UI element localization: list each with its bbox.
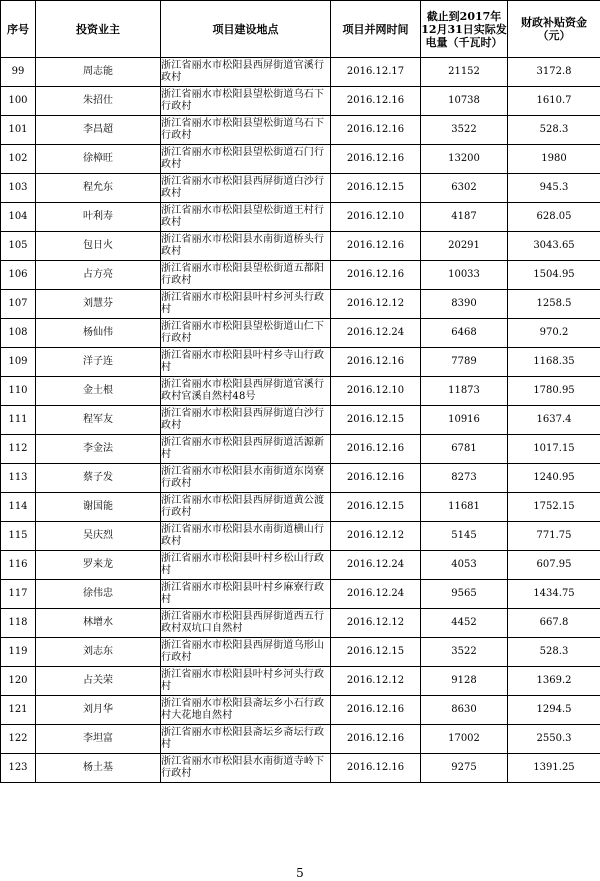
cell-location: 浙江省丽水市松阳县西屏街道活源新村	[161, 435, 331, 464]
table-row	[1, 464, 600, 493]
cell-investor: 林增水	[36, 609, 161, 638]
cell-grid-date: 2016.12.16	[331, 87, 421, 116]
cell-subsidy: 1752.15	[508, 493, 600, 522]
cell-investor: 李坦富	[36, 725, 161, 754]
cell-location: 浙江省丽水市松阳县西屏街道白沙行政村	[161, 406, 331, 435]
cell-serial-number: 109	[1, 348, 36, 377]
cell-location: 浙江省丽水市松阳县水南街道东岗寮行政村	[161, 464, 331, 493]
cell-subsidy: 628.05	[508, 203, 600, 232]
cell-generation: 7789	[421, 348, 508, 377]
cell-serial-number: 120	[1, 667, 36, 696]
cell-grid-date: 2016.12.12	[331, 609, 421, 638]
cell-serial-number: 121	[1, 696, 36, 725]
page-number: 5	[296, 866, 304, 880]
cell-grid-date: 2016.12.24	[331, 551, 421, 580]
cell-grid-date: 2016.12.16	[331, 116, 421, 145]
cell-serial-number: 115	[1, 522, 36, 551]
cell-serial-number: 118	[1, 609, 36, 638]
table-row	[1, 522, 600, 551]
cell-location: 浙江省丽水市松阳县西屏街道黄公渡行政村	[161, 493, 331, 522]
cell-subsidy: 970.2	[508, 319, 600, 348]
cell-generation: 9275	[421, 754, 508, 783]
cell-location: 浙江省丽水市松阳县叶村乡松山行政村	[161, 551, 331, 580]
cell-generation: 11873	[421, 377, 508, 406]
cell-subsidy: 3043.65	[508, 232, 600, 261]
header-row	[1, 1, 600, 58]
cell-generation: 6781	[421, 435, 508, 464]
cell-serial-number: 114	[1, 493, 36, 522]
cell-location: 浙江省丽水市松阳县叶村乡寺山行政村	[161, 348, 331, 377]
cell-investor: 徐伟忠	[36, 580, 161, 609]
table-row	[1, 580, 600, 609]
table-row	[1, 725, 600, 754]
cell-generation: 4053	[421, 551, 508, 580]
cell-serial-number: 99	[1, 58, 36, 87]
cell-subsidy: 771.75	[508, 522, 600, 551]
table-row	[1, 493, 600, 522]
header-subsidy: 财政补贴资金（元）	[508, 1, 600, 58]
cell-grid-date: 2016.12.17	[331, 58, 421, 87]
cell-location: 浙江省丽水市松阳县望松街道石门行政村	[161, 145, 331, 174]
cell-generation: 3522	[421, 638, 508, 667]
cell-subsidy: 1240.95	[508, 464, 600, 493]
cell-generation: 4452	[421, 609, 508, 638]
header-serial-number: 序号	[1, 1, 36, 58]
cell-subsidy: 1168.35	[508, 348, 600, 377]
cell-location: 浙江省丽水市松阳县西屏街道白沙行政村	[161, 174, 331, 203]
header-investor: 投资业主	[36, 1, 161, 58]
cell-generation: 10033	[421, 261, 508, 290]
table-row	[1, 87, 600, 116]
cell-location: 浙江省丽水市松阳县水南街道横山行政村	[161, 522, 331, 551]
cell-generation: 6302	[421, 174, 508, 203]
table-row	[1, 261, 600, 290]
cell-investor: 罗来龙	[36, 551, 161, 580]
cell-location: 浙江省丽水市松阳县水南街道桥头行政村	[161, 232, 331, 261]
cell-grid-date: 2016.12.24	[331, 580, 421, 609]
cell-location: 浙江省丽水市松阳县叶村乡河头行政村	[161, 290, 331, 319]
cell-generation: 20291	[421, 232, 508, 261]
cell-serial-number: 122	[1, 725, 36, 754]
table-row	[1, 435, 600, 464]
table-row	[1, 203, 600, 232]
cell-generation: 4187	[421, 203, 508, 232]
cell-subsidy: 1391.25	[508, 754, 600, 783]
cell-investor: 蔡子发	[36, 464, 161, 493]
cell-grid-date: 2016.12.12	[331, 290, 421, 319]
cell-generation: 8630	[421, 696, 508, 725]
cell-investor: 杨仙伟	[36, 319, 161, 348]
table-row	[1, 406, 600, 435]
cell-investor: 朱招仕	[36, 87, 161, 116]
cell-investor: 刘慧芬	[36, 290, 161, 319]
cell-subsidy: 945.3	[508, 174, 600, 203]
cell-investor: 叶利寿	[36, 203, 161, 232]
cell-investor: 程军友	[36, 406, 161, 435]
cell-location: 浙江省丽水市松阳县水南街道寺岭下行政村	[161, 754, 331, 783]
cell-subsidy: 1017.15	[508, 435, 600, 464]
cell-serial-number: 117	[1, 580, 36, 609]
cell-grid-date: 2016.12.15	[331, 406, 421, 435]
cell-grid-date: 2016.12.16	[331, 754, 421, 783]
cell-serial-number: 119	[1, 638, 36, 667]
header-generation: 截止到2017年12月31日实际发电量（千瓦时）	[421, 1, 508, 58]
cell-serial-number: 103	[1, 174, 36, 203]
cell-location: 浙江省丽水市松阳县斋坛乡斋坛行政村	[161, 725, 331, 754]
cell-serial-number: 123	[1, 754, 36, 783]
table-row	[1, 696, 600, 725]
cell-generation: 10916	[421, 406, 508, 435]
cell-investor: 洋子连	[36, 348, 161, 377]
cell-grid-date: 2016.12.24	[331, 319, 421, 348]
cell-subsidy: 528.3	[508, 638, 600, 667]
cell-grid-date: 2016.12.15	[331, 638, 421, 667]
cell-subsidy: 1504.95	[508, 261, 600, 290]
cell-investor: 程允东	[36, 174, 161, 203]
table-row	[1, 232, 600, 261]
cell-generation: 3522	[421, 116, 508, 145]
cell-subsidy: 1610.7	[508, 87, 600, 116]
cell-generation: 8273	[421, 464, 508, 493]
cell-generation: 13200	[421, 145, 508, 174]
cell-grid-date: 2016.12.16	[331, 145, 421, 174]
cell-generation: 5145	[421, 522, 508, 551]
cell-subsidy: 1780.95	[508, 377, 600, 406]
cell-grid-date: 2016.12.15	[331, 174, 421, 203]
cell-location: 浙江省丽水市松阳县叶村乡麻寮行政村	[161, 580, 331, 609]
table-row	[1, 319, 600, 348]
cell-investor: 刘月华	[36, 696, 161, 725]
table-header	[1, 1, 600, 58]
cell-subsidy: 667.8	[508, 609, 600, 638]
cell-investor: 吴庆烈	[36, 522, 161, 551]
cell-grid-date: 2016.12.16	[331, 348, 421, 377]
cell-investor: 刘志东	[36, 638, 161, 667]
cell-grid-date: 2016.12.10	[331, 203, 421, 232]
cell-investor: 占方亮	[36, 261, 161, 290]
table-row	[1, 609, 600, 638]
table-row	[1, 667, 600, 696]
cell-investor: 李金法	[36, 435, 161, 464]
cell-serial-number: 110	[1, 377, 36, 406]
cell-location: 浙江省丽水市松阳县西屏街道西五行政村双坑口自然村	[161, 609, 331, 638]
cell-investor: 包日火	[36, 232, 161, 261]
cell-serial-number: 113	[1, 464, 36, 493]
cell-subsidy: 1637.4	[508, 406, 600, 435]
cell-generation: 17002	[421, 725, 508, 754]
cell-serial-number: 104	[1, 203, 36, 232]
cell-investor: 李昌超	[36, 116, 161, 145]
cell-grid-date: 2016.12.16	[331, 435, 421, 464]
cell-grid-date: 2016.12.16	[331, 261, 421, 290]
cell-investor: 周志能	[36, 58, 161, 87]
cell-serial-number: 112	[1, 435, 36, 464]
cell-serial-number: 105	[1, 232, 36, 261]
cell-grid-date: 2016.12.16	[331, 696, 421, 725]
cell-grid-date: 2016.12.12	[331, 667, 421, 696]
cell-grid-date: 2016.12.10	[331, 377, 421, 406]
table-row	[1, 174, 600, 203]
table-row	[1, 348, 600, 377]
cell-serial-number: 102	[1, 145, 36, 174]
cell-generation: 6468	[421, 319, 508, 348]
cell-subsidy: 2550.3	[508, 725, 600, 754]
cell-serial-number: 108	[1, 319, 36, 348]
cell-location: 浙江省丽水市松阳县斋坛乡小石行政村大花地自然村	[161, 696, 331, 725]
cell-subsidy: 528.3	[508, 116, 600, 145]
cell-subsidy: 3172.8	[508, 58, 600, 87]
table-row	[1, 58, 600, 87]
cell-location: 浙江省丽水市松阳县望松街道王村行政村	[161, 203, 331, 232]
cell-subsidy: 1294.5	[508, 696, 600, 725]
cell-investor: 杨土基	[36, 754, 161, 783]
cell-serial-number: 106	[1, 261, 36, 290]
table-row	[1, 551, 600, 580]
table-row	[1, 638, 600, 667]
cell-grid-date: 2016.12.16	[331, 725, 421, 754]
cell-grid-date: 2016.12.12	[331, 522, 421, 551]
cell-investor: 徐樟旺	[36, 145, 161, 174]
table-body	[1, 58, 600, 783]
header-grid-date: 项目并网时间	[331, 1, 421, 58]
table-row	[1, 290, 600, 319]
cell-subsidy: 607.95	[508, 551, 600, 580]
cell-grid-date: 2016.12.15	[331, 493, 421, 522]
cell-grid-date: 2016.12.16	[331, 464, 421, 493]
cell-serial-number: 100	[1, 87, 36, 116]
table-row	[1, 377, 600, 406]
cell-subsidy: 1369.2	[508, 667, 600, 696]
cell-serial-number: 116	[1, 551, 36, 580]
cell-subsidy: 1980	[508, 145, 600, 174]
table-row	[1, 116, 600, 145]
cell-location: 浙江省丽水市松阳县叶村乡河头行政村	[161, 667, 331, 696]
cell-generation: 9128	[421, 667, 508, 696]
cell-generation: 9565	[421, 580, 508, 609]
cell-investor: 金土根	[36, 377, 161, 406]
cell-generation: 11681	[421, 493, 508, 522]
cell-investor: 占关荣	[36, 667, 161, 696]
cell-subsidy: 1258.5	[508, 290, 600, 319]
cell-location: 浙江省丽水市松阳县西屏街道官溪行政村官溪自然村48号	[161, 377, 331, 406]
cell-location: 浙江省丽水市松阳县望松街道五都阳行政村	[161, 261, 331, 290]
table-row	[1, 145, 600, 174]
cell-location: 浙江省丽水市松阳县西屏街道乌形山行政村	[161, 638, 331, 667]
header-location: 项目建设地点	[161, 1, 331, 58]
cell-location: 浙江省丽水市松阳县望松街道乌石下行政村	[161, 116, 331, 145]
cell-serial-number: 101	[1, 116, 36, 145]
cell-generation: 21152	[421, 58, 508, 87]
cell-serial-number: 111	[1, 406, 36, 435]
cell-grid-date: 2016.12.16	[331, 232, 421, 261]
cell-investor: 谢国能	[36, 493, 161, 522]
cell-subsidy: 1434.75	[508, 580, 600, 609]
cell-location: 浙江省丽水市松阳县西屏街道官溪行政村	[161, 58, 331, 87]
cell-generation: 8390	[421, 290, 508, 319]
cell-location: 浙江省丽水市松阳县望松街道乌石下行政村	[161, 87, 331, 116]
cell-serial-number: 107	[1, 290, 36, 319]
cell-location: 浙江省丽水市松阳县望松街道山仁下行政村	[161, 319, 331, 348]
cell-generation: 10738	[421, 87, 508, 116]
table-row	[1, 754, 600, 783]
